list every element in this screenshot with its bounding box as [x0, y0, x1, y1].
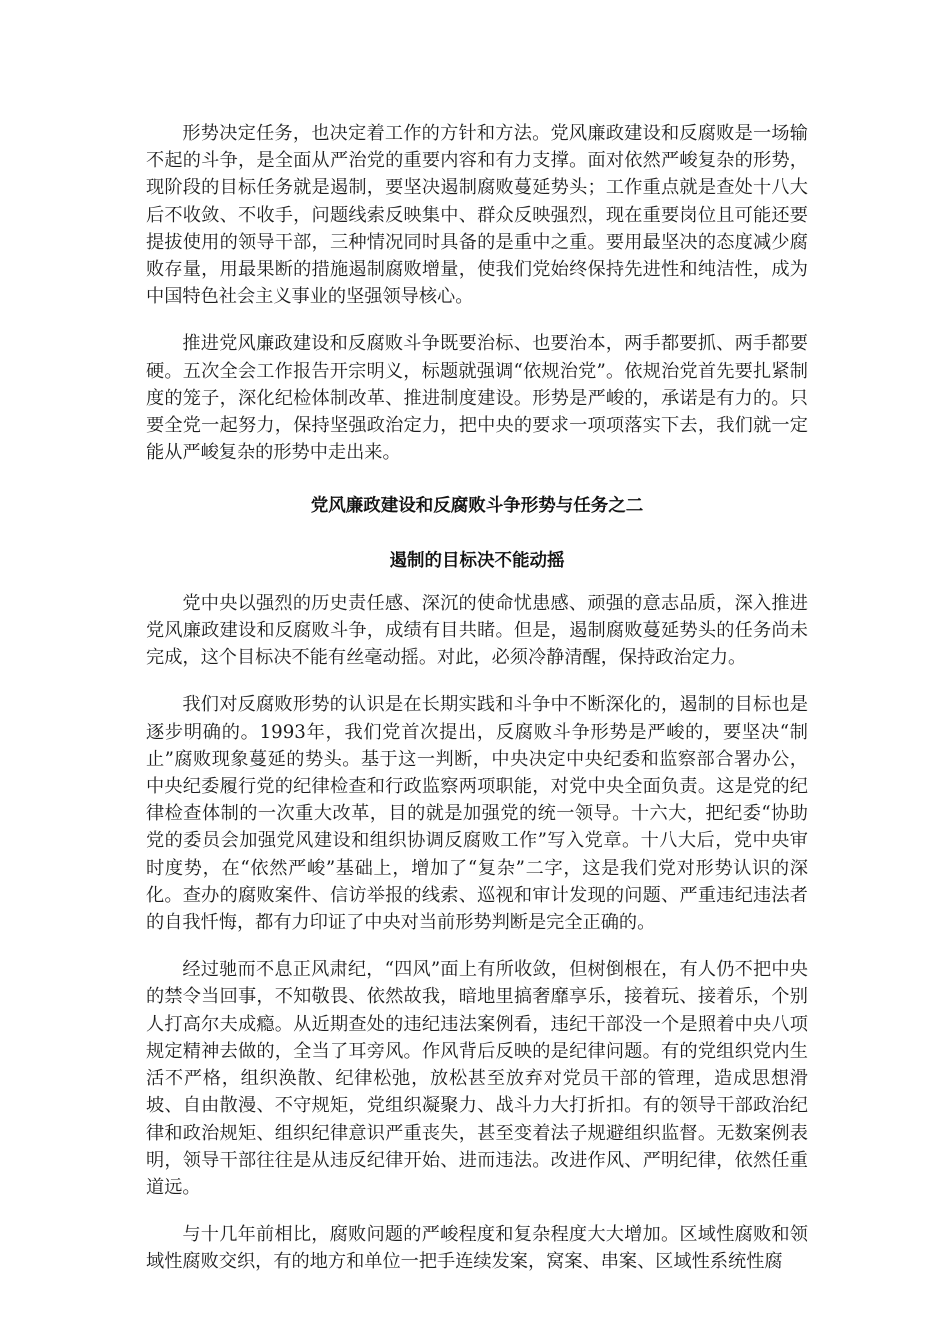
body-paragraph-3: 党中央以强烈的历史责任感、深沉的使命忧患感、顽强的意志品质，深入推进党风廉政建设和反腐败斗争，成绩有目共睹。但是，遏制腐败蔓延势头的任务尚未完成，这个目标决不能有丝毫动摇。对此，必须冷静清醒，保持政治定力。 — [146, 592, 808, 669]
body-paragraph-2: 推进党风廉政建设和反腐败斗争既要治标、也要治本，两手都要抓、两手都要硬。五次全会工作报告开宗明义，标题就强调“依规治党”。依规治党首先要扎紧制度的笼子，深化纪检体制改革、推进制度建设。形势是严峻的，承诺是有力的。只要全党一起努力，保持坚强政治定力，把中央的要求一项项落实下去，我们就一定能从严峻复杂的形势中走出来。 — [146, 333, 808, 464]
body-paragraph-1: 形势决定任务，也决定着工作的方针和方法。党风廉政建设和反腐败是一场输不起的斗争，是全面从严治党的重要内容和有力支撑。面对依然严峻复杂的形势，现阶段的目标任务就是遏制，要坚决遏制腐败蔓延势头；工作重点就是查处十八大后不收敛、不收手，问题线索反映集中、群众反映强烈，现在重要岗位且可能还要提拔使用的领导干部，三种情况同时具备的是重中之重。要用最坚决的态度减少腐败存量，用最果断的措施遏制腐败增量，使我们党始终保持先进性和纯洁性，成为中国特色社会主义事业的坚强领导核心。 — [146, 123, 808, 308]
body-paragraph-4: 我们对反腐败形势的认识是在长期实践和斗争中不断深化的，遏制的目标也是逐步明确的。1993年，我们党首次提出，反腐败斗争形势是严峻的，要坚决“制止”腐败现象蔓延的势头。基于这一判断，中央决定中央纪委和监察部合署办公，中央纪委履行党的纪律检查和行政监察两项职能，对党中央全面负责。这是党的纪律检查体制的一次重大改革，目的就是加强党的统一领导。十六大，把纪委“协助党的委员会加强党风建设和组织协调反腐败工作”写入党章。十八大后，党中央审时度势，在“依然严峻”基础上，增加了“复杂”二字，这是我们党对形势认识的深化。查办的腐败案件、信访举报的线索、巡视和审计发现的问题、严重违纪违法者的自我忏悔，都有力印证了中央对当前形势判断是完全正确的。 — [146, 694, 808, 934]
document-page — [146, 120, 808, 1276]
article-title: 遏制的目标决不能动摇 — [389, 550, 565, 571]
body-paragraph-6: 与十几年前相比，腐败问题的严峻程度和复杂程度大大增加。区域性腐败和领域性腐败交织，有的地方和单位一把手连续发案，窝案、串案、区域性系统性腐 — [146, 1224, 808, 1273]
series-heading: 党风廉政建设和反腐败斗争形势与任务之二 — [310, 496, 644, 517]
body-paragraph-5: 经过驰而不息正风肃纪，“四风”面上有所收敛，但树倒根在，有人仍不把中央的禁令当回事，不知敬畏、依然故我，暗地里搞奢靡享乐，接着玩、接着乐，个别人打高尔夫成瘾。从近期查处的违纪违法案例看，违纪干部没一个是照着中央八项规定精神去做的，全当了耳旁风。作风背后反映的是纪律问题。有的党组织党内生活不严格，组织涣散、纪律松弛，放松甚至放弃对党员干部的管理，造成思想滑坡、自由散漫、不守规矩，党组织凝聚力、战斗力大打折扣。有的领导干部政治纪律和政治规矩、组织纪律意识严重丧失，甚至变着法子规避组织监督。无数案例表明，领导干部往往是从违反纪律开始、进而违法。改进作风、严明纪律，依然任重道远。 — [146, 959, 808, 1198]
